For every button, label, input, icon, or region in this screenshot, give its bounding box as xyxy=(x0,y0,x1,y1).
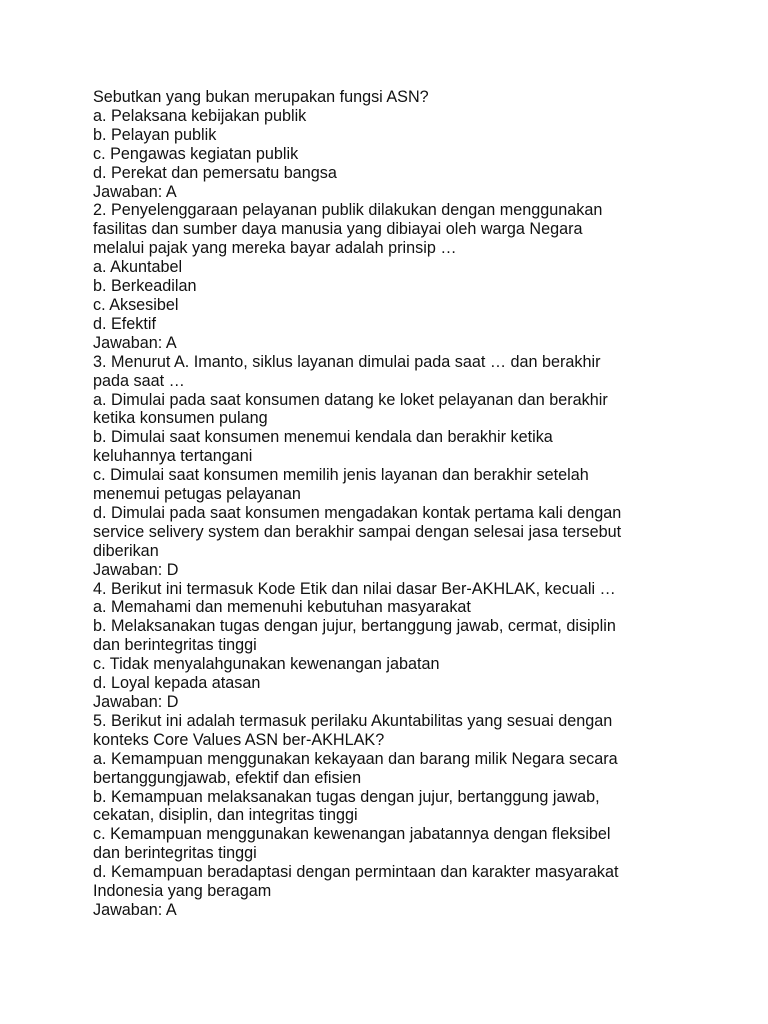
text-line: service selivery system dan berakhir sampai dengan selesai jasa tersebut xyxy=(93,522,622,541)
text-line: a. Pelaksana kebijakan publik xyxy=(93,106,307,125)
text-line: cekatan, disiplin, dan integritas tinggi xyxy=(93,806,358,825)
text-line: b. Melaksanakan tugas dengan jujur, bertanggung jawab, cermat, disiplin xyxy=(93,617,616,636)
text-line: d. Dimulai pada saat konsumen mengadakan kontak pertama kali dengan xyxy=(93,503,622,522)
text-line: dan berintegritas tinggi xyxy=(93,636,257,655)
text-line: bertanggungjawab, efektif dan efisien xyxy=(93,768,362,787)
text-line: melalui pajak yang mereka bayar adalah prinsip … xyxy=(93,239,457,258)
text-line: 2. Penyelenggaraan pelayanan publik dilakukan dengan menggunakan xyxy=(93,201,603,220)
text-line: Jawaban: A xyxy=(93,182,177,201)
text-line: 4. Berikut ini termasuk Kode Etik dan nilai dasar Ber-AKHLAK, kecuali … xyxy=(93,579,616,598)
text-line: 5. Berikut ini adalah termasuk perilaku Akuntabilitas yang sesuai dengan xyxy=(93,711,613,730)
text-line: pada saat … xyxy=(93,371,185,390)
text-line: menemui petugas pelayanan xyxy=(93,485,301,504)
text-line: 3. Menurut A. Imanto, siklus layanan dimulai pada saat … dan berakhir xyxy=(93,352,601,371)
text-line: keluhannya tertangani xyxy=(93,447,253,466)
text-line: b. Kemampuan melaksanakan tugas dengan jujur, bertanggung jawab, xyxy=(93,787,600,806)
text-line: diberikan xyxy=(93,541,159,560)
text-line: c. Pengawas kegiatan publik xyxy=(93,144,299,163)
text-line: b. Berkeadilan xyxy=(93,277,197,296)
text-line: fasilitas dan sumber daya manusia yang dibiayai oleh warga Negara xyxy=(93,220,583,239)
document-body xyxy=(93,88,693,920)
text-line: d. Loyal kepada atasan xyxy=(93,674,261,693)
text-line: Jawaban: A xyxy=(93,900,177,919)
text-line: dan berintegritas tinggi xyxy=(93,844,257,863)
text-line: a. Kemampuan menggunakan kekayaan dan barang milik Negara secara xyxy=(93,749,618,768)
text-line: Indonesia yang beragam xyxy=(93,882,272,901)
text-line: konteks Core Values ASN ber-AKHLAK? xyxy=(93,730,385,749)
text-line: c. Tidak menyalahgunakan kewenangan jabatan xyxy=(93,655,440,674)
text-line: d. Perekat dan pemersatu bangsa xyxy=(93,163,337,182)
text-line: b. Pelayan publik xyxy=(93,125,217,144)
text-line: c. Aksesibel xyxy=(93,295,179,314)
text-line: c. Kemampuan menggunakan kewenangan jabatannya dengan fleksibel xyxy=(93,825,611,844)
text-line: a. Memahami dan memenuhi kebutuhan masyarakat xyxy=(93,598,471,617)
text-line: Jawaban: D xyxy=(93,560,179,579)
text-line: Jawaban: A xyxy=(93,333,177,352)
text-line: ketika konsumen pulang xyxy=(93,409,268,428)
text-line: a. Akuntabel xyxy=(93,258,183,277)
text-line: d. Efektif xyxy=(93,314,156,333)
text-line: c. Dimulai saat konsumen memilih jenis layanan dan berakhir setelah xyxy=(93,466,589,485)
text-line: d. Kemampuan beradaptasi dengan permintaan dan karakter masyarakat xyxy=(93,863,619,882)
text-line: a. Dimulai pada saat konsumen datang ke loket pelayanan dan berakhir xyxy=(93,390,608,409)
text-line: Jawaban: D xyxy=(93,693,179,711)
text-line: b. Dimulai saat konsumen menemui kendala dan berakhir ketika xyxy=(93,428,553,447)
text-line: Sebutkan yang bukan merupakan fungsi ASN? xyxy=(93,88,429,106)
